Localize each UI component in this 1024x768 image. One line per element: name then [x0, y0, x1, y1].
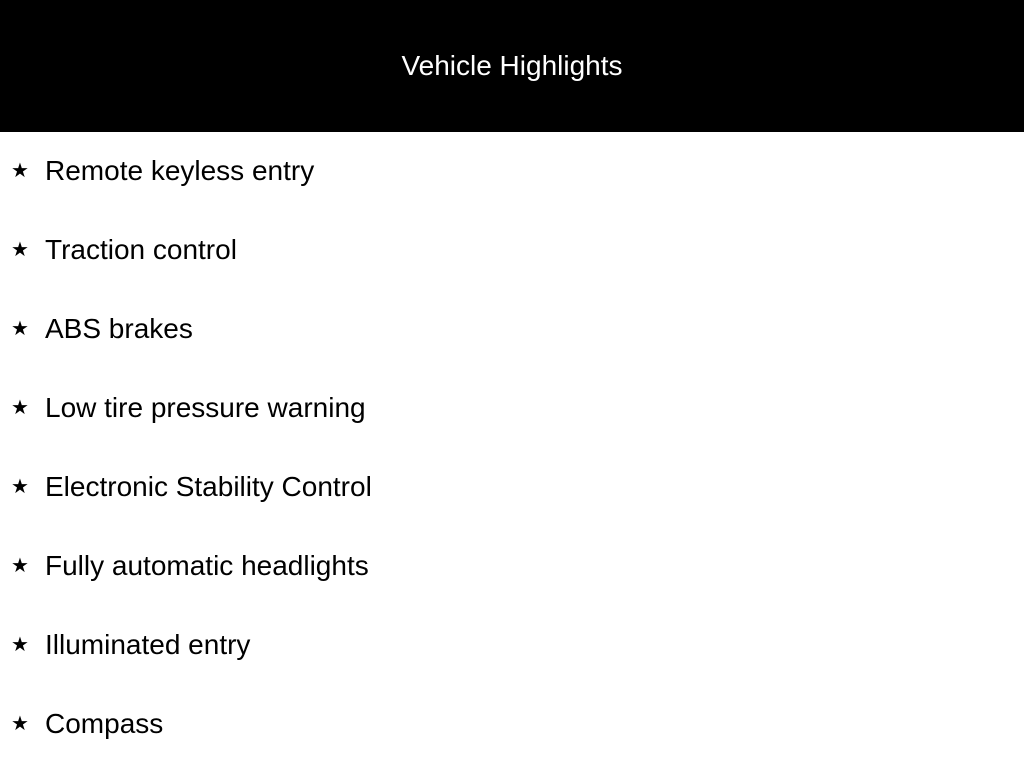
star-icon: ★ — [11, 474, 29, 498]
header-bar — [0, 0, 1024, 132]
star-icon: ★ — [11, 158, 29, 182]
highlight-label: ABS brakes — [45, 313, 193, 344]
highlight-label: Low tire pressure warning — [45, 392, 366, 423]
highlight-label: Illuminated entry — [45, 629, 251, 660]
star-icon: ★ — [11, 316, 29, 340]
star-icon: ★ — [11, 395, 29, 419]
highlight-label: Fully automatic headlights — [45, 550, 369, 581]
highlight-label: Remote keyless entry — [45, 155, 315, 186]
star-icon: ★ — [11, 632, 29, 656]
star-icon: ★ — [11, 237, 29, 261]
highlight-label: Electronic Stability Control — [45, 471, 372, 502]
highlight-label: Traction control — [45, 234, 237, 265]
star-icon: ★ — [11, 553, 29, 577]
highlight-label: Compass — [45, 708, 164, 739]
star-icon: ★ — [11, 711, 29, 735]
page-title: Vehicle Highlights — [401, 50, 623, 81]
